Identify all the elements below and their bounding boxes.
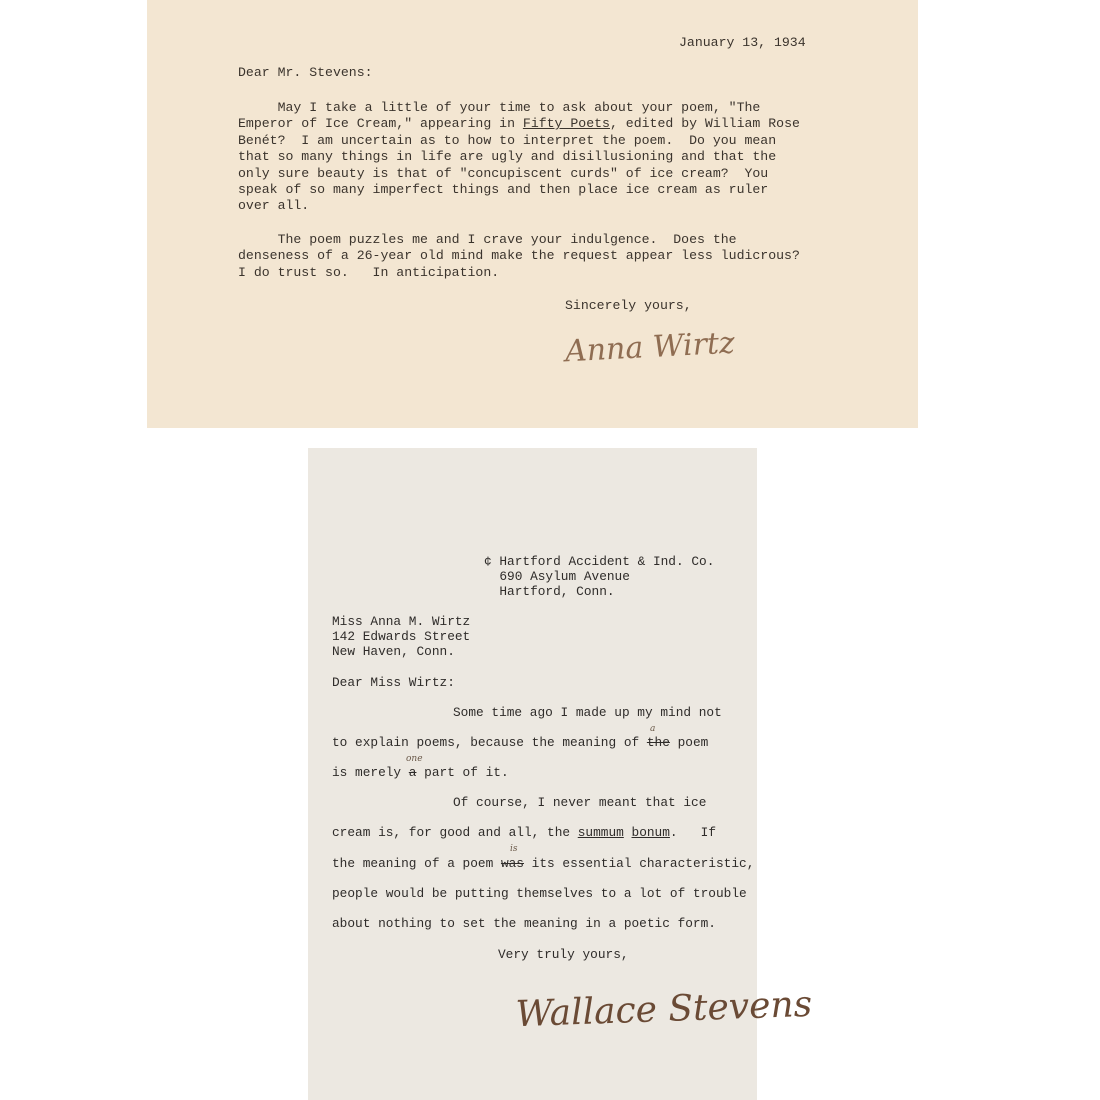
body-line: cream is, for good and all, the summum bonum. If	[332, 825, 716, 840]
letter-date: January 13, 1934	[679, 35, 806, 50]
body-line: people would be putting themselves to a lot of trouble	[332, 886, 747, 901]
paragraph-line: May I take a little of your time to ask about your poem, "The	[238, 100, 761, 115]
paragraph-line: The poem puzzles me and I crave your indulgence. Does the	[238, 232, 737, 247]
return-address-line: ¢ Hartford Accident & Ind. Co.	[484, 554, 715, 569]
letter-closing: Sincerely yours,	[565, 298, 692, 313]
body-line: is merely a part of it.	[332, 765, 509, 780]
signature-anna-wirtz: Anna Wirtz	[564, 325, 736, 370]
underlined-word: summum	[577, 825, 624, 840]
body-line: Some time ago I made up my mind not	[453, 705, 722, 720]
handwritten-insertion: one	[406, 754, 423, 764]
recipient-line: Miss Anna M. Wirtz	[332, 614, 471, 629]
paragraph-line: speak of so many imperfect things and then place ice cream as ruler	[238, 182, 769, 197]
return-address-line: 690 Asylum Avenue	[484, 569, 630, 584]
letter-wallace-stevens	[308, 448, 813, 1100]
struck-word: the	[646, 735, 670, 750]
signature-wallace-stevens: Wallace Stevens	[515, 983, 813, 1036]
body-line: to explain poems, because the meaning of the poem	[332, 735, 709, 750]
struck-word: was	[500, 856, 524, 871]
letter-closing: Very truly yours,	[498, 947, 629, 962]
paragraph-line: over all.	[238, 198, 310, 214]
body-line: the meaning of a poem was its essential characteristic,	[332, 856, 755, 871]
book-title: Fifty Poets	[522, 116, 610, 132]
return-address-line: Hartford, Conn.	[484, 584, 615, 599]
struck-word: a	[408, 765, 417, 780]
body-line: Of course, I never meant that ice	[453, 795, 707, 810]
paragraph-line: only sure beauty is that of "concupiscent curds" of ice cream? You	[238, 165, 769, 181]
letter-anna-wirtz	[147, 0, 918, 428]
recipient-line: 142 Edwards Street	[332, 629, 471, 644]
recipient-line: New Haven, Conn.	[332, 644, 455, 659]
paragraph-line: Emperor of Ice Cream," appearing in Fifty Poets, edited by William Rose	[238, 116, 800, 132]
handwritten-insertion: a	[650, 724, 656, 734]
paragraph-line: Benét? I am uncertain as to how to interpret the poem. Do you mean	[238, 132, 777, 148]
paragraph-line: that so many things in life are ugly and disillusioning and that the	[238, 149, 777, 165]
underlined-word: bonum	[631, 825, 670, 840]
body-line: about nothing to set the meaning in a poetic form.	[332, 916, 716, 931]
letter-salutation: Dear Mr. Stevens:	[238, 65, 373, 80]
letter-salutation: Dear Miss Wirtz:	[332, 675, 455, 690]
paragraph-line: denseness of a 26-year old mind make the request appear less ludicrous?	[238, 248, 800, 264]
handwritten-insertion: is	[510, 844, 518, 854]
paragraph-line: I do trust so. In anticipation.	[238, 264, 500, 280]
